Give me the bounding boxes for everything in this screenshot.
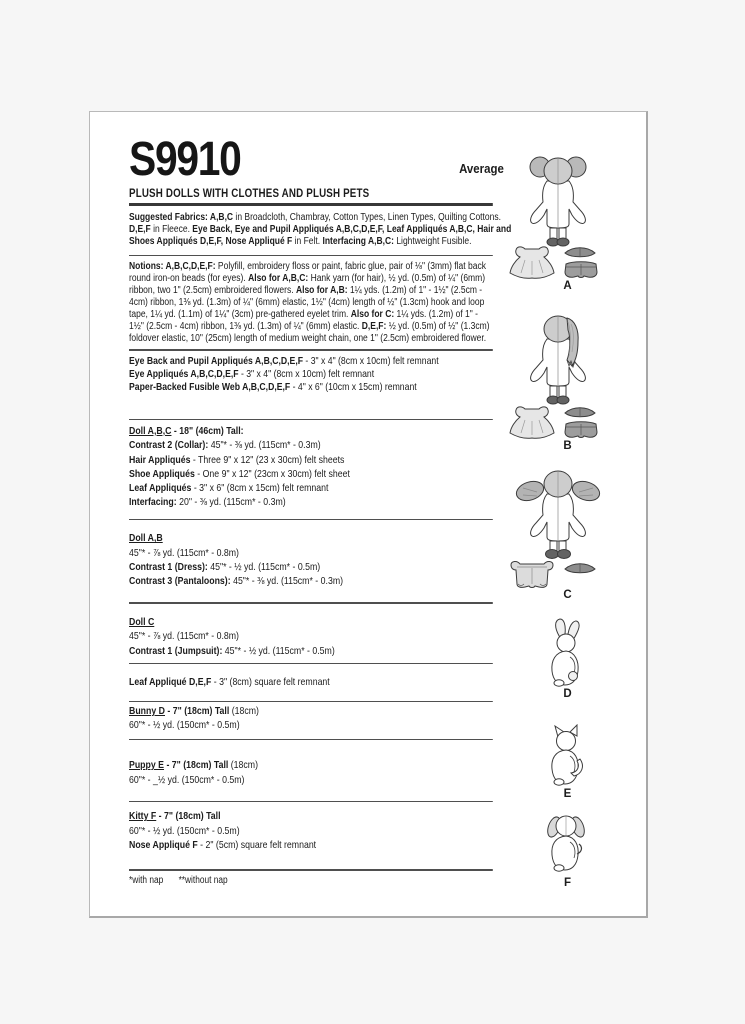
view-b-label: B bbox=[563, 440, 572, 452]
fabrics-line: Suggested Fabrics: A,B,C in Broadcloth, Chambray, Cotton Types, Linen Types, Quilting Cottons. bbox=[129, 211, 501, 223]
applique-remnants bbox=[129, 355, 493, 394]
section-divider bbox=[129, 701, 493, 703]
view-b-figure bbox=[505, 308, 630, 452]
section-divider bbox=[129, 255, 493, 257]
requirement-header: Kitty F - 7" (18cm) Tall bbox=[129, 811, 221, 823]
fabrics-line: D,E,F in Fleece. Eye Back, Eye and Pupil Appliqués A,B,C,D,E,F, Leaf Appliqués A,B,C, Hair and bbox=[129, 223, 512, 235]
requirement-line: 45"* - ⅞ yd. (115cm* - 0.8m) bbox=[129, 547, 239, 559]
kitty-f-illustration bbox=[505, 812, 630, 876]
notions-line: foldover elastic, 10" (25cm) length of medium weight chain, one 1" (2.5cm) embroidered flower. bbox=[129, 333, 487, 344]
view-f-figure bbox=[505, 812, 630, 889]
view-e-label: E bbox=[563, 788, 572, 800]
view-c-label: C bbox=[563, 589, 572, 601]
requirement-header: Doll A,B bbox=[129, 533, 163, 545]
section-divider bbox=[129, 869, 493, 871]
page-title: PLUSH DOLLS WITH CLOTHES AND PLUSH PETS bbox=[129, 188, 370, 200]
requirement-line: Contrast 2 (Collar): 45"* - ⅜ yd. (115cm* - 0.3m) bbox=[129, 440, 321, 452]
requirement-line: Leaf Appliqués - 3" x 6" (8cm x 15cm) felt remnant bbox=[129, 483, 329, 495]
pattern-envelope-back-page bbox=[89, 111, 648, 918]
view-f-label: F bbox=[563, 877, 572, 889]
doll-b-illustration bbox=[505, 308, 630, 439]
requirement-line: Hair Appliqués - Three 9" x 12" (23 x 30cm) felt sheets bbox=[129, 454, 345, 466]
section-divider bbox=[129, 801, 493, 803]
requirement-line: Interfacing: 20" - ⅜ yd. (115cm* - 0.3m) bbox=[129, 497, 286, 509]
notions-line: round iron-on beads (for eyes). Also for A,B,C: Hank yarn (for hair), ½ yd. (0.5m) of ¼" (6mm) bbox=[129, 273, 486, 284]
notions-line: Notions: A,B,C,D,E,F: Polyfill, embroidery floss or paint, fabric glue, pair of ⅛" (3mm) flat back bbox=[129, 261, 486, 272]
notions-line: tape, 1¼ yd. (1.1m) of 1¼" (3cm) pre-gathered eyelet trim. Also for C: 1¼ yds. (1.2m) of 1" - bbox=[129, 309, 479, 320]
view-d-label: D bbox=[563, 688, 572, 700]
section-divider bbox=[129, 349, 493, 351]
doll-c-requirements bbox=[129, 616, 493, 659]
puppy-e-requirements bbox=[129, 759, 493, 788]
requirement-line: 60"* - ½ yd. (150cm* - 0.5m) bbox=[129, 825, 240, 837]
view-d-figure bbox=[505, 617, 630, 700]
requirement-line: 60"* - ½ yd. (150cm* - 0.5m) bbox=[129, 720, 240, 732]
requirement-line: Shoe Appliqués - One 9" x 12" (23cm x 30cm) felt sheet bbox=[129, 468, 350, 480]
puppy-e-illustration bbox=[505, 724, 630, 787]
requirement-line: Contrast 1 (Dress): 45"* - ½ yd. (115cm* - 0.5m) bbox=[129, 561, 321, 573]
section-divider bbox=[129, 602, 493, 604]
requirement-header: Doll C bbox=[129, 616, 155, 628]
applique-line: Eye Back and Pupil Appliqués A,B,C,D,E,F - 3" x 4" (8cm x 10cm) felt remnant bbox=[129, 355, 439, 367]
doll-c-illustration bbox=[505, 464, 630, 588]
with-nap-footnote: *with nap bbox=[129, 874, 164, 886]
requirement-line: Leaf Appliqué D,E,F - 3" (8cm) square felt remnant bbox=[129, 677, 330, 689]
title-rule bbox=[129, 203, 493, 206]
spec-text-column bbox=[129, 112, 512, 887]
notions-line: 4cm) ribbon, 1⅜ yd. (1.3m) of ¼" (6mm) elastic, 1½" (4cm) length of ½" (1.3cm) hook and loop bbox=[129, 297, 485, 308]
applique-line: Paper-Backed Fusible Web A,B,C,D,E,F - 4" x 6" (10cm x 15cm) remnant bbox=[129, 381, 417, 393]
requirement-line: Contrast 3 (Pantaloons): 45"* - ⅜ yd. (115cm* - 0.3m) bbox=[129, 576, 344, 588]
requirement-line: Contrast 1 (Jumpsuit): 45"* - ½ yd. (115cm* - 0.5m) bbox=[129, 645, 335, 657]
bunny-d-illustration bbox=[505, 617, 630, 687]
view-a-figure bbox=[505, 152, 630, 292]
bunny-d-requirements bbox=[129, 705, 493, 734]
view-e-figure bbox=[505, 724, 630, 800]
requirement-line: 60"* - _½ yd. (150cm* - 0.5m) bbox=[129, 774, 245, 786]
requirement-header: Bunny D - 7" (18cm) Tall (18cm) bbox=[129, 706, 259, 718]
kitty-f-requirements bbox=[129, 810, 493, 853]
notions-line: ribbon, two 1" (2.5cm) embroidered flowers. Also for A,B: 1¼ yds. (1.2m) of 1" - 1½" (2.5cm - bbox=[129, 285, 483, 296]
requirement-line: Nose Appliqué F - 2" (5cm) square felt remnant bbox=[129, 839, 317, 851]
applique-line: Eye Appliqués A,B,C,D,E,F - 3" x 4" (8cm x 10cm) felt remnant bbox=[129, 368, 375, 380]
pattern-number: S9910 bbox=[129, 133, 241, 186]
without-nap-footnote: **without nap bbox=[178, 874, 228, 886]
leaf-applique-requirement bbox=[129, 676, 493, 690]
notions-paragraph bbox=[129, 261, 493, 345]
requirement-header: Doll A,B,C - 18" (46cm) Tall: bbox=[129, 426, 244, 437]
section-divider bbox=[129, 739, 493, 741]
suggested-fabrics-paragraph bbox=[129, 211, 512, 248]
section-divider bbox=[129, 663, 493, 665]
doll-a-illustration bbox=[505, 152, 630, 279]
notions-line: 1½" (2.5cm - 4cm) ribbon, 1⅜ yd. (1.3m) of ¼" (6mm) elastic. D,E,F: ½ yd. (0.5m) of ½" (1.3cm) bbox=[129, 321, 490, 332]
fabrics-line: Shoes Appliqués D,E,F, Nose Appliqué F in Felt. Interfacing A,B,C: Lightweight Fusible. bbox=[129, 235, 472, 247]
requirement-header: Puppy E - 7" (18cm) Tall (18cm) bbox=[129, 760, 259, 772]
view-a-label: A bbox=[563, 280, 572, 292]
view-c-figure bbox=[505, 464, 630, 601]
section-divider bbox=[129, 419, 493, 421]
nap-footnotes bbox=[129, 875, 493, 887]
section-divider bbox=[129, 519, 493, 521]
requirement-line: 45"* - ⅞ yd. (115cm* - 0.8m) bbox=[129, 631, 239, 643]
difficulty-label: Average bbox=[459, 161, 504, 176]
doll-abc-requirements bbox=[129, 425, 493, 511]
doll-ab-requirements bbox=[129, 532, 493, 589]
